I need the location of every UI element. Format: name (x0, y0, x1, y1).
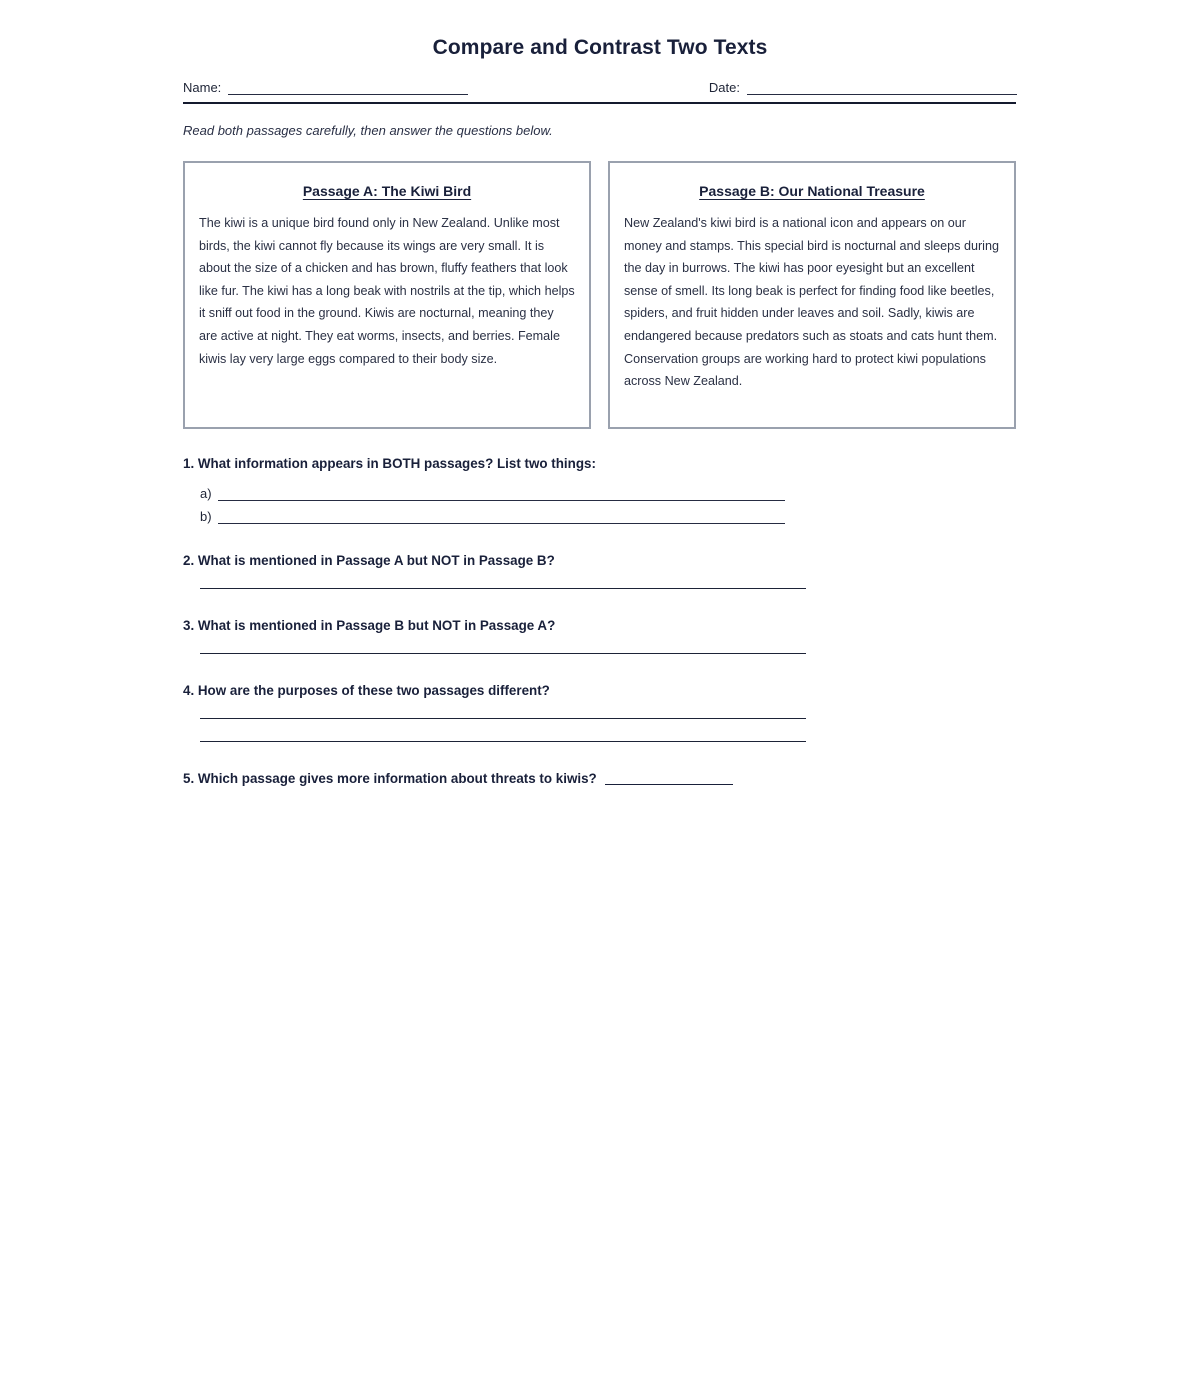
date-field[interactable] (709, 80, 1017, 95)
question-3-answer-lines (200, 653, 1017, 654)
name-date-row (183, 80, 1017, 95)
question-1-text: 1. What information appears in BOTH passages? List two things: (183, 456, 596, 471)
date-input-rule[interactable] (747, 83, 1017, 95)
question-3-block (183, 617, 1017, 654)
sub-label-a: a) (200, 486, 212, 501)
question-5-block (183, 770, 1017, 788)
question-5-row (183, 770, 1017, 788)
question-2-text: 2. What is mentioned in Passage A but NOT in Passage B? (183, 553, 555, 568)
sub-label-b: b) (200, 509, 212, 524)
questions-container (183, 455, 1017, 788)
worksheet-sheet (183, 0, 1017, 788)
question-5-text: 5. Which passage gives more information about threats to kiwis? (183, 771, 597, 786)
question-1-sub-answers (183, 486, 1017, 524)
header-divider (183, 102, 1016, 104)
name-field[interactable] (183, 80, 468, 95)
passage-b-box (608, 161, 1016, 429)
question-1-block (183, 455, 1017, 524)
question-4-answer-lines (200, 718, 1017, 742)
date-label: Date: (708, 80, 740, 95)
question-2-answer-lines (200, 588, 1017, 589)
page-title: Compare and Contrast Two Texts (432, 36, 768, 59)
instruction-text: Read both passages carefully, then answer the questions below. (183, 123, 553, 138)
question-1-sub-b (200, 509, 1017, 524)
passages-container (183, 161, 1017, 429)
passage-b-heading: Passage B: Our National Treasure (699, 183, 925, 199)
passage-a-text: The kiwi is a unique bird found only in New Zealand. Unlike most birds, the kiwi cannot fly because its wings are very small. It is about the size of a chicken and has brown, fluffy feathers that look like fur. The kiwi has a long beak with nostrils at the tip, which helps it sniff out food in the ground. Kiwis are nocturnal, meaning they are active at night. They eat worms, insects, and berries. Female kiwis lay very large eggs compared to their body size. (199, 216, 575, 366)
name-label: Name: (183, 80, 222, 95)
answer-rule-1b[interactable] (218, 511, 785, 524)
passage-a-heading: Passage A: The Kiwi Bird (302, 183, 472, 199)
answer-rule-3-1[interactable] (200, 653, 806, 654)
question-4-block (183, 682, 1017, 742)
question-2-block (183, 552, 1017, 589)
answer-rule-4-2[interactable] (200, 741, 806, 742)
question-3-text: 3. What is mentioned in Passage B but NOT in Passage A? (183, 618, 556, 633)
passage-b-text: New Zealand's kiwi bird is a national icon and appears on our money and stamps. This special bird is nocturnal and sleeps during the day in burrows. The kiwi has poor eyesight but an excellent sense of smell. Its long beak is perfect for finding food like beetles, spiders, and fruit hidden under leaves and soil. Sadly, kiwis are endangered because predators such as stoats and cats hunt them. Conservation groups are working hard to protect kiwi populations across New Zealand. (624, 216, 999, 389)
question-1-sub-a (200, 486, 1017, 501)
answer-rule-4-1[interactable] (200, 718, 806, 719)
name-input-rule[interactable] (228, 83, 468, 95)
answer-rule-1a[interactable] (218, 488, 785, 501)
answer-rule-5[interactable] (605, 771, 733, 785)
passage-a-box (183, 161, 591, 429)
answer-rule-2-1[interactable] (200, 588, 806, 589)
question-4-text: 4. How are the purposes of these two passages different? (183, 683, 550, 698)
